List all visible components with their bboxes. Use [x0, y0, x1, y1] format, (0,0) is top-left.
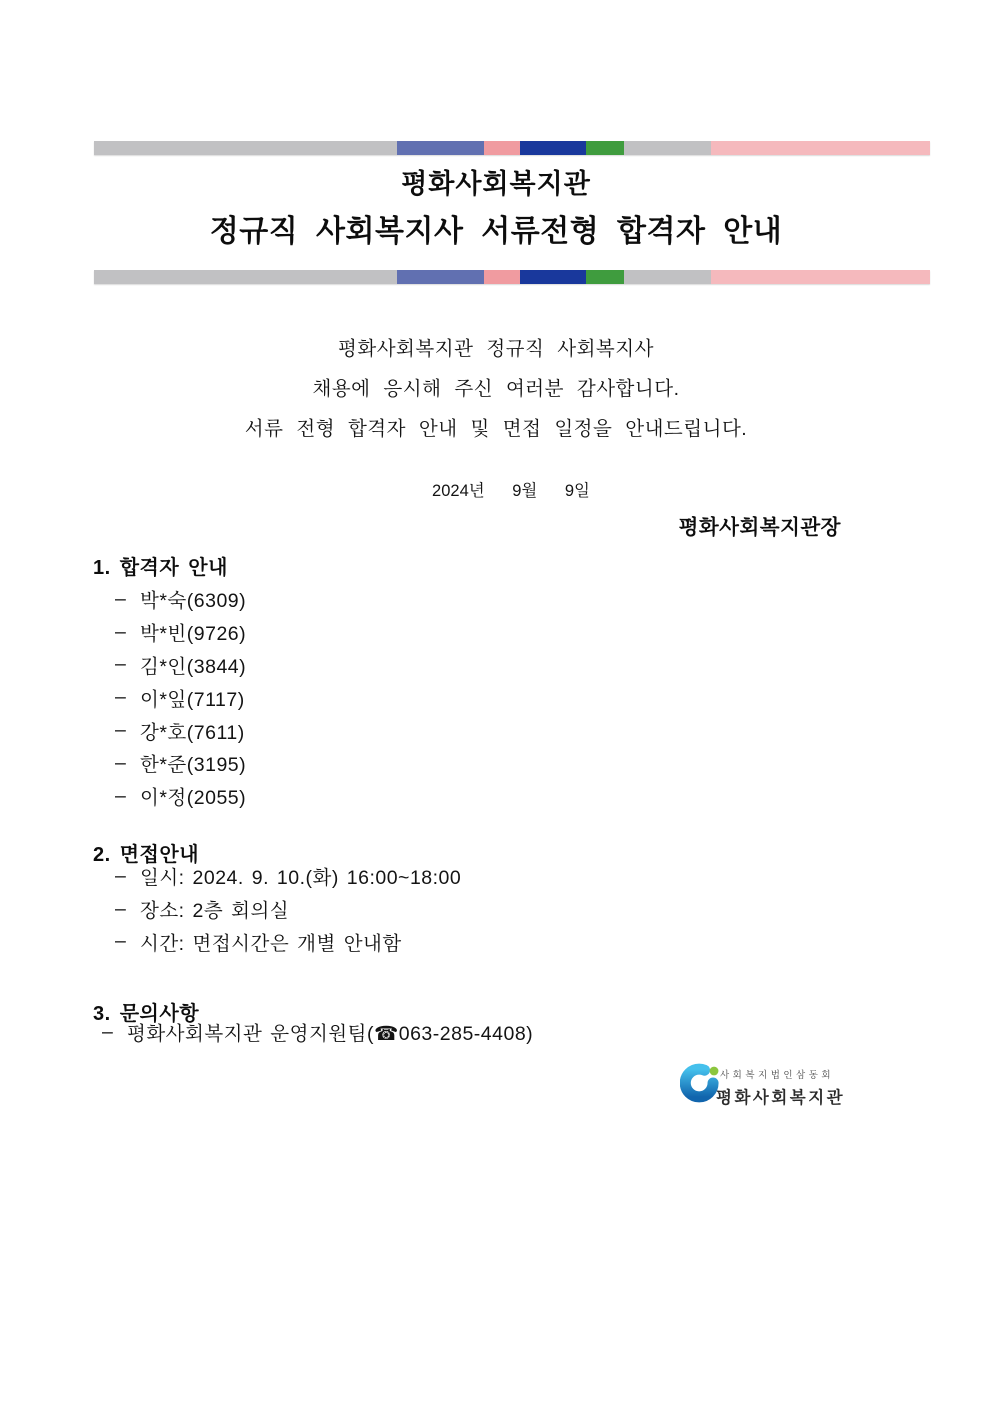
list-dash: –	[115, 620, 127, 643]
list-dash: –	[115, 864, 127, 887]
list-dash: –	[115, 719, 127, 742]
signature-director: 평화사회복지관장	[678, 516, 841, 539]
bar-segment-slate-blue	[397, 141, 485, 155]
logo-green-dot	[710, 1067, 719, 1076]
list-dash: –	[115, 587, 127, 610]
list-item	[0, 893, 992, 926]
list-item-text: 이*정(2055)	[140, 787, 247, 810]
section-heading-inquiry: 3. 문의사항	[93, 1003, 200, 1025]
organization-logo	[680, 1058, 845, 1108]
bar-segment-slate-blue	[397, 270, 485, 284]
list-dash: –	[115, 686, 127, 709]
list-item-text: 김*인(3844)	[140, 655, 247, 678]
list-item	[0, 860, 992, 893]
list-item	[0, 583, 992, 616]
list-dash: –	[115, 930, 127, 953]
list-item	[0, 681, 992, 714]
list-item-text: 일시: 2024. 9. 10.(화) 16:00~18:00	[140, 867, 462, 890]
bar-segment-light-pink	[711, 270, 930, 284]
bar-segment-gray	[94, 141, 397, 155]
logo-text-block	[716, 1067, 846, 1108]
intro-line-3: 서류 전형 합격자 안내 및 면접 일정을 안내드립니다.	[244, 418, 748, 440]
logo-association-name: 사회복지법인삼동회	[720, 1070, 835, 1081]
bar-segment-navy-blue	[520, 141, 587, 155]
list-item-text: 이*잎(7117)	[140, 688, 245, 711]
list-item-text: 박*빈(9726)	[140, 623, 247, 646]
list-dash: –	[115, 897, 127, 920]
deco-bar-bottom	[94, 270, 930, 284]
bar-segment-light-pink	[711, 141, 930, 155]
bar-segment-green	[586, 270, 624, 284]
list-dash: –	[102, 1020, 114, 1043]
list-dash: –	[115, 751, 127, 774]
list-item	[0, 780, 992, 813]
inquiry-list	[0, 1016, 992, 1049]
bar-segment-navy-blue	[520, 270, 587, 284]
deco-bar-top	[94, 141, 930, 155]
date-line: 2024년 9월 9일	[432, 482, 590, 500]
bar-segment-gray	[94, 270, 397, 284]
list-item-text: 강*호(7611)	[140, 721, 245, 744]
intro-paragraph	[0, 329, 992, 449]
section-heading-pass-list: 1. 합격자 안내	[93, 557, 228, 579]
list-item-text: 평화사회복지관 운영지원팀(☎063-285-4408)	[127, 1023, 534, 1046]
list-item-text: 장소: 2층 회의실	[140, 900, 290, 923]
intro-line-1: 평화사회복지관 정규직 사회복지사	[338, 338, 654, 360]
bar-segment-pink	[484, 270, 519, 284]
bar-segment-gray	[624, 141, 711, 155]
bar-segment-pink	[484, 141, 519, 155]
interview-list	[0, 860, 992, 958]
list-item	[0, 714, 992, 747]
document-title-line2: 정규직 사회복지사 서류전형 합격자 안내	[209, 215, 783, 248]
pass-list	[0, 583, 992, 813]
list-item	[0, 926, 992, 959]
logo-org-name: 평화사회복지관	[716, 1089, 846, 1107]
intro-line-2: 채용에 응시해 주신 여러분 감사합니다.	[312, 378, 680, 400]
list-item-text: 시간: 면접시간은 개별 안내함	[140, 932, 402, 955]
list-item	[0, 1016, 992, 1049]
document-title-line1: 평화사회복지관	[401, 169, 591, 199]
list-item-text: 박*숙(6309)	[140, 590, 247, 613]
list-item	[0, 747, 992, 780]
list-dash: –	[115, 784, 127, 807]
bar-segment-green	[586, 141, 624, 155]
list-item	[0, 649, 992, 682]
list-dash: –	[115, 653, 127, 676]
section-heading-interview: 2. 면접안내	[93, 844, 200, 866]
list-item-text: 한*준(3195)	[140, 754, 247, 777]
bar-segment-gray	[624, 270, 711, 284]
list-item	[0, 616, 992, 649]
